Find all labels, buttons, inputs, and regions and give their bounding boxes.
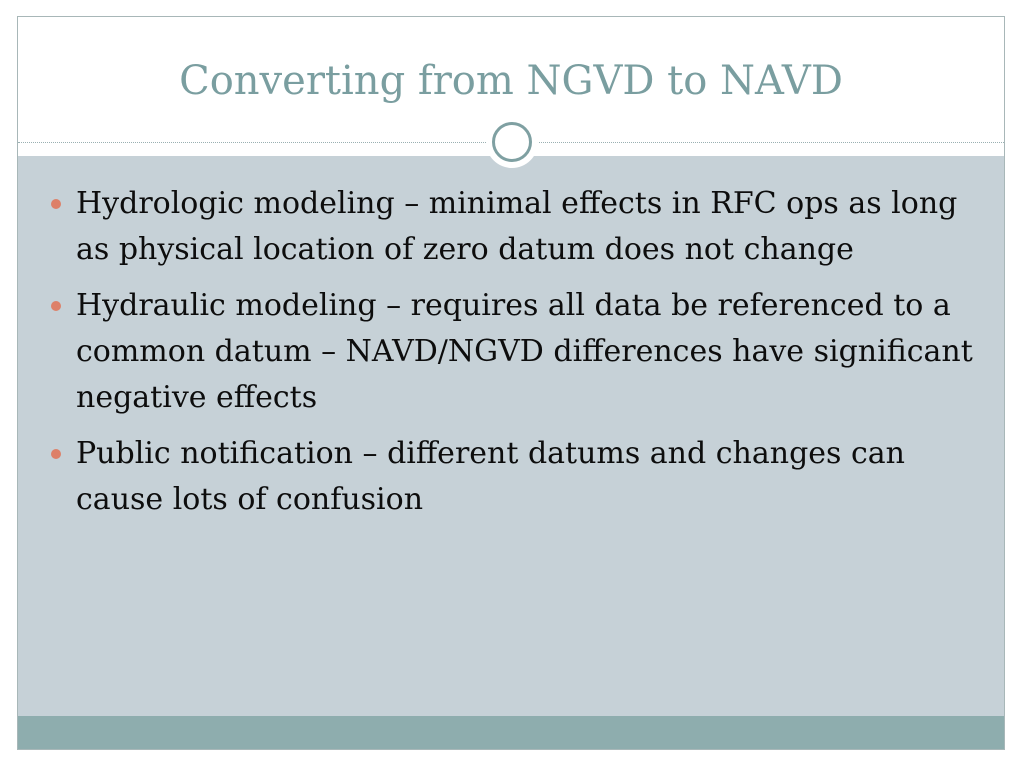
bullet-list xyxy=(48,181,978,533)
bullet-dot-icon xyxy=(51,199,61,209)
bullet-dot-icon xyxy=(51,449,61,459)
bullet-item xyxy=(48,431,978,523)
bullet-item xyxy=(48,181,978,273)
bullet-text: Hydraulic modeling – requires all data be referenced to a common datum – NAVD/NGVD differences have significant negative effects xyxy=(76,288,973,415)
ring-icon xyxy=(492,122,532,162)
bullet-item xyxy=(48,283,978,421)
slide xyxy=(17,16,1005,750)
footer-bar xyxy=(18,716,1004,750)
circle-ornament-icon xyxy=(486,116,538,168)
bullet-dot-icon xyxy=(51,301,61,311)
bullet-text: Hydrologic modeling – minimal effects in RFC ops as long as physical location of zero datum does not change xyxy=(76,186,958,267)
slide-title: Converting from NGVD to NAVD xyxy=(179,58,843,104)
bullet-text: Public notification – different datums and changes can cause lots of confusion xyxy=(76,436,905,517)
